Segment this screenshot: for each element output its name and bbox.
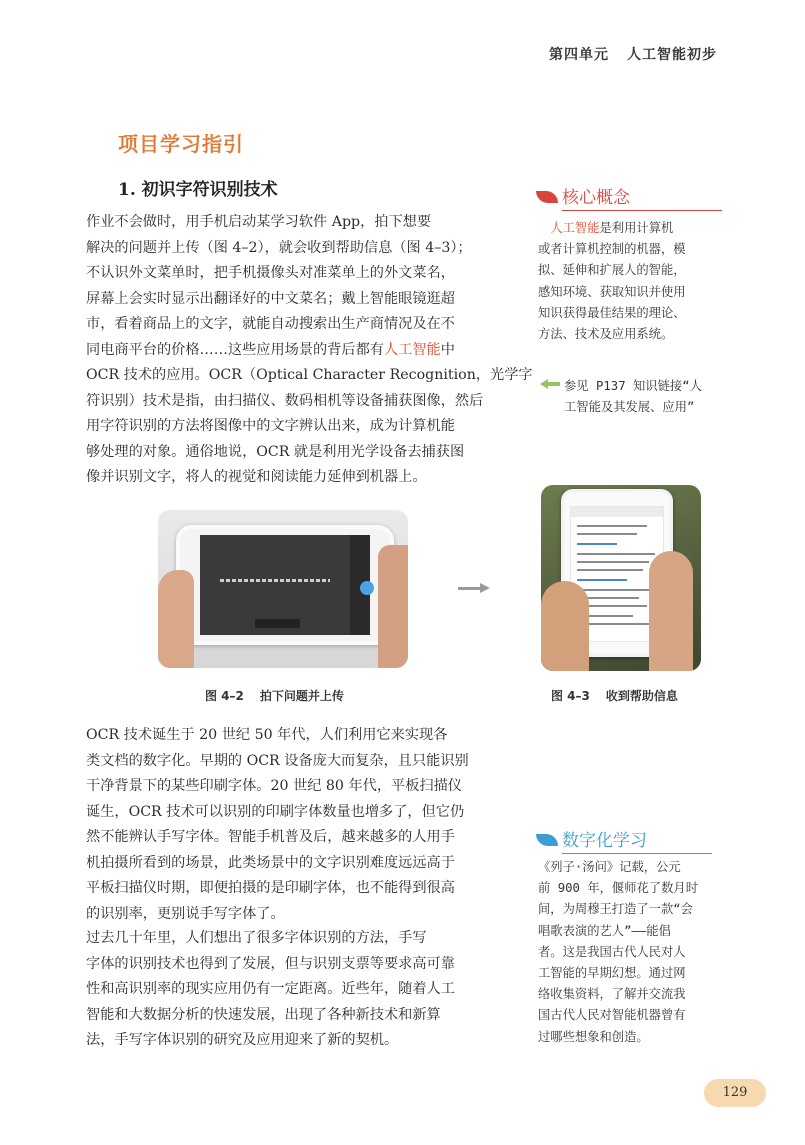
text-line: 知识获得最佳结果的理论、: [538, 305, 686, 320]
core-concept-text: [538, 218, 716, 345]
leaf-icon: [536, 191, 558, 203]
digital-learning-text: [538, 857, 716, 1048]
text-line: [86, 338, 501, 364]
text-line: 机拍摄所看到的场景，此类场景中的文字识别难度远远高于: [86, 854, 455, 871]
running-header: [531, 44, 717, 64]
knowledge-link-note[interactable]: [540, 376, 702, 418]
text-line: 诞生，OCR 技术可以识别的印刷字体数量也增多了，但它仍: [86, 803, 465, 820]
hand-image: [158, 570, 194, 668]
text-line-graphic: [577, 569, 643, 571]
text-line: 过去几十年里，人们想出了很多字体识别的方法，手写: [86, 930, 427, 946]
link-note-line: 工智能及其发展、应用”: [564, 400, 695, 414]
text-line: 用字符识别的方法将图像中的文字辨认出来，成为计算机能: [86, 418, 455, 434]
text-line: 拟、延伸和扩展人的智能，: [538, 263, 686, 278]
text-line: 唱歌表演的艺人”——能倡: [538, 923, 671, 938]
hand-image: [541, 581, 589, 671]
text-line: 感知环境、获取知识并使用: [538, 284, 686, 299]
text-segment: 同电商平台的价格……这些应用场景的背后都有: [86, 341, 384, 358]
link-note-line: 参见 P137 知识链接“人: [564, 379, 702, 393]
scan-text: [220, 579, 330, 582]
text-line: 不认识外文菜单时，把手机摄像头对准菜单上的外文菜名，: [86, 265, 455, 281]
text-line-graphic: [577, 589, 653, 591]
text-line: 络收集资料，了解并交流我: [538, 987, 686, 1002]
text-line-graphic: [577, 525, 647, 527]
text-segment: 中: [440, 341, 455, 358]
unit-title: 人工智能初步: [627, 47, 717, 63]
text-line: [538, 218, 716, 239]
hand-image: [649, 551, 693, 671]
text-line: 屏幕上会实时显示出翻译好的中文菜名；戴上智能眼镜逛超: [86, 290, 455, 307]
digital-learning-heading: [536, 826, 712, 854]
unit-label: 第四单元: [549, 47, 609, 63]
text-line: OCR 技术的应用。OCR（Optical Character Recognition，光学字: [86, 367, 533, 383]
text-segment: 是利用计算机: [599, 221, 674, 235]
figure-number: 图 4–3: [551, 689, 590, 703]
text-line: 干净背景下的某些印刷字体。20 世纪 80 年代，平板扫描仪: [86, 778, 462, 794]
text-line: 像并识别文字，将人的视觉和阅读能力延伸到机器上。: [86, 469, 427, 485]
text-line-graphic: [577, 553, 655, 555]
text-line-graphic: [577, 543, 617, 545]
paragraph-2: [86, 723, 501, 927]
section-title: 项目学习指引: [118, 132, 244, 156]
text-line: 法，手写字体识别的研究及应用迎来了新的契机。: [86, 1032, 399, 1048]
figure-help-result: [541, 485, 701, 671]
core-concept-title: 核心概念: [562, 183, 722, 211]
shutter-icon: [360, 581, 374, 595]
text-line: 符识别）技术是指，由扫描仪、数码相机等设备捕获图像，然后: [86, 392, 484, 409]
paragraph-3: [86, 926, 501, 1054]
right-arrow-icon: [458, 583, 490, 595]
text-line-graphic: [577, 533, 637, 535]
text-line: 的识别率，更别说手写字体了。: [86, 905, 285, 922]
leaf-icon: [536, 834, 558, 846]
text-line: 解决的问题并上传（图 4–2），就会收到帮助信息（图 4–3）；: [86, 239, 472, 256]
text-line: 方法、技术及应用系统。: [538, 327, 674, 342]
camera-screen: [200, 535, 350, 635]
text-line: 平板扫描仪时期，即便拍摄的是印刷字体，也不能得到很高: [86, 880, 455, 896]
app-bar: [571, 507, 663, 517]
highlight-term: 人工智能: [383, 341, 441, 358]
left-arrow-icon: [540, 379, 560, 389]
text-line: 智能和大数据分析的快速发展，出现了各种新技术和新算: [86, 1006, 441, 1023]
page-number: 129: [704, 1079, 766, 1107]
phone-image: [176, 525, 394, 645]
text-line: 者。这是我国古代人民对人: [538, 944, 686, 959]
text-line: 过哪些想象和创造。: [538, 1029, 649, 1044]
text-line: 市，看着商品上的文字，就能自动搜索出生产商情况及在不: [86, 316, 455, 332]
figure-caption-text: 拍下问题并上传: [259, 689, 344, 703]
text-line: 性和高识别率的现实应用仍有一定距离。近些年，随着人工: [86, 981, 455, 997]
text-line: 国古代人民对智能机器曾有: [538, 1008, 686, 1023]
text-line-graphic: [577, 561, 649, 563]
text-line: 够处理的对象。通俗地说，OCR 就是利用光学设备去捕获图: [86, 443, 465, 460]
hand-image: [378, 545, 408, 668]
digital-learning-title: 数字化学习: [562, 826, 712, 854]
figure-caption-text: 收到帮助信息: [605, 689, 678, 703]
figure-caption: [205, 687, 344, 704]
figure-photo-capture: [158, 510, 408, 668]
text-line: OCR 技术诞生于 20 世纪 50 年代，人们利用它来实现各: [86, 727, 448, 743]
text-line: 工智能的早期幻想。通过网: [538, 966, 686, 981]
text-line: 间，为周穆王打造了一款“会: [538, 902, 693, 917]
scan-label: [255, 619, 300, 628]
figure-caption: [551, 687, 678, 704]
text-line: 字体的识别技术也得到了发展，但与识别支票等要求高可靠: [86, 955, 455, 972]
text-line: 作业不会做时，用手机启动某学习软件 App，拍下想要: [86, 214, 432, 230]
text-line: 类文档的数字化。早期的 OCR 设备庞大而复杂，且只能识别: [86, 752, 469, 769]
text-line: 前 900 年，偃师花了数月时: [538, 881, 698, 896]
text-line: 《列子·汤问》记载，公元: [538, 860, 681, 874]
core-concept-heading: [536, 183, 722, 211]
concept-term: 人工智能: [550, 221, 600, 235]
text-line: 然不能辨认手写字体。智能手机普及后，越来越多的人用手: [86, 829, 455, 845]
paragraph-1: [86, 210, 533, 491]
text-line-graphic: [577, 579, 627, 581]
sub-title: 1. 初识字符识别技术: [118, 180, 278, 200]
figure-number: 图 4–2: [205, 689, 244, 703]
text-line: 或者计算机控制的机器，模: [538, 242, 686, 257]
